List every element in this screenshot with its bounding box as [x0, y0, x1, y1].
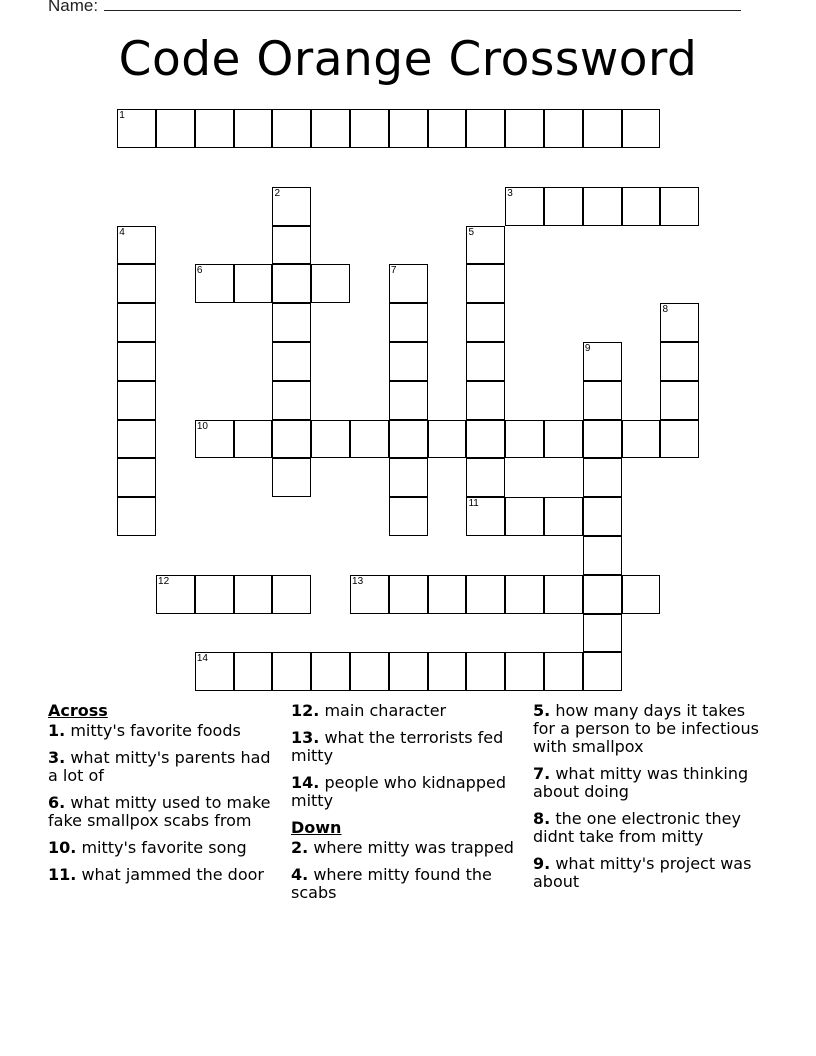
- grid-cell[interactable]: [583, 458, 622, 497]
- clue-number: 1: [119, 110, 125, 122]
- clues-column-3: [533, 702, 765, 900]
- clue-item: [533, 765, 765, 801]
- clue-number: 5: [468, 226, 474, 238]
- grid-cell[interactable]: [544, 575, 583, 614]
- clue-item-text: main character: [324, 701, 447, 720]
- grid-cell[interactable]: [350, 652, 389, 691]
- clue-item: [48, 749, 280, 785]
- grid-cell[interactable]: [466, 109, 505, 148]
- grid-cell[interactable]: [272, 109, 311, 148]
- grid-cell[interactable]: [389, 458, 428, 497]
- clue-item: [291, 839, 523, 857]
- clue-item: [48, 722, 280, 740]
- grid-cell[interactable]: [272, 381, 311, 420]
- clue-item-text: people who kidnapped mitty: [291, 773, 506, 810]
- clue-item-number: 7.: [533, 764, 551, 783]
- grid-cell[interactable]: [428, 575, 467, 614]
- clue-item-text: where mitty found the scabs: [291, 865, 492, 902]
- grid-cell[interactable]: [466, 575, 505, 614]
- grid-cell[interactable]: [389, 652, 428, 691]
- grid-cell[interactable]: [195, 652, 234, 691]
- grid-cell[interactable]: [428, 652, 467, 691]
- grid-cell[interactable]: [505, 109, 544, 148]
- grid-cell[interactable]: [505, 420, 544, 459]
- grid-cell[interactable]: [428, 420, 467, 459]
- grid-cell[interactable]: [660, 420, 699, 459]
- grid-cell[interactable]: [311, 109, 350, 148]
- grid-cell[interactable]: [389, 420, 428, 459]
- clue-item: [533, 702, 765, 756]
- clue-item: [291, 729, 523, 765]
- clue-number: 14: [196, 653, 208, 665]
- grid-cell[interactable]: [272, 342, 311, 381]
- grid-cell[interactable]: [389, 303, 428, 342]
- across-heading: Across: [48, 701, 108, 720]
- clue-item-text: what the terrorists fed mitty: [291, 728, 504, 765]
- clue-number: 4: [119, 226, 125, 238]
- clue-number: 6: [196, 265, 203, 277]
- grid-cell[interactable]: [234, 420, 273, 459]
- grid-cell[interactable]: [544, 187, 583, 226]
- grid-cell[interactable]: [311, 420, 350, 459]
- clue-item-number: 14.: [291, 773, 320, 792]
- clue-item-number: 6.: [48, 793, 66, 812]
- clue-item: [291, 702, 523, 720]
- clue-number: 10: [196, 420, 208, 432]
- grid-cell[interactable]: [156, 109, 195, 148]
- clue-item: [533, 855, 765, 891]
- clue-item-number: 9.: [533, 854, 551, 873]
- clue-item-number: 12.: [291, 701, 320, 720]
- clue-item-text: what mitty used to make fake smallpox scabs from: [48, 793, 271, 830]
- clue-item: [48, 839, 280, 857]
- grid-cell[interactable]: [660, 303, 699, 342]
- clue-item-text: what jammed the door: [81, 865, 264, 884]
- clue-number: 12: [158, 575, 170, 587]
- grid-cell[interactable]: [117, 109, 156, 148]
- clue-item-number: 13.: [291, 728, 320, 747]
- grid-cell[interactable]: [583, 381, 622, 420]
- grid-cell[interactable]: [389, 264, 428, 303]
- grid-cell[interactable]: [466, 264, 505, 303]
- clue-number: 11: [468, 498, 479, 510]
- grid-cell[interactable]: [389, 575, 428, 614]
- grid-cell[interactable]: [117, 264, 156, 303]
- grid-cell[interactable]: [117, 420, 156, 459]
- grid-cell[interactable]: [311, 652, 350, 691]
- grid-cell[interactable]: [117, 381, 156, 420]
- grid-cell[interactable]: [117, 342, 156, 381]
- grid-cell[interactable]: [117, 226, 156, 265]
- grid-cell[interactable]: [622, 109, 661, 148]
- grid-cell[interactable]: [583, 342, 622, 381]
- grid-cell[interactable]: [428, 109, 467, 148]
- grid-cell[interactable]: [622, 575, 661, 614]
- grid-cell[interactable]: [272, 303, 311, 342]
- clue-item-text: what mitty's parents had a lot of: [48, 748, 271, 785]
- grid-cell[interactable]: [466, 303, 505, 342]
- grid-cell[interactable]: [389, 497, 428, 536]
- grid-cell[interactable]: [195, 420, 234, 459]
- grid-cell[interactable]: [583, 614, 622, 653]
- clue-item-text: where mitty was trapped: [313, 838, 514, 857]
- name-label: Name:: [48, 0, 99, 15]
- grid-cell[interactable]: [389, 342, 428, 381]
- page-title: Code Orange Crossword: [118, 32, 698, 87]
- grid-cell[interactable]: [622, 187, 661, 226]
- grid-cell[interactable]: [622, 420, 661, 459]
- grid-cell[interactable]: [466, 497, 505, 536]
- grid-cell[interactable]: [311, 264, 350, 303]
- clue-item-text: what mitty was thinking about doing: [533, 764, 749, 801]
- grid-cell[interactable]: [117, 497, 156, 536]
- grid-cell[interactable]: [350, 420, 389, 459]
- grid-cell[interactable]: [195, 109, 234, 148]
- clue-item: [48, 866, 280, 884]
- clue-number: 3: [507, 187, 513, 199]
- grid-cell[interactable]: [583, 575, 622, 614]
- clue-number: 7: [390, 265, 397, 277]
- clue-item: [291, 774, 523, 810]
- grid-cell[interactable]: [272, 652, 311, 691]
- grid-cell[interactable]: [505, 575, 544, 614]
- grid-cell[interactable]: [583, 420, 622, 459]
- grid-cell[interactable]: [660, 342, 699, 381]
- grid-cell[interactable]: [350, 575, 389, 614]
- clue-item-text: the one electronic they didnt take from mitty: [533, 809, 741, 846]
- grid-cell[interactable]: [234, 652, 273, 691]
- grid-cell[interactable]: [389, 109, 428, 148]
- grid-cell[interactable]: [272, 226, 311, 265]
- down-heading: Down: [291, 818, 342, 837]
- grid-cell[interactable]: [466, 420, 505, 459]
- clue-item-number: 2.: [291, 838, 309, 857]
- grid-cell[interactable]: [660, 381, 699, 420]
- grid-cell[interactable]: [505, 497, 544, 536]
- clue-item-number: 4.: [291, 865, 309, 884]
- grid-cell[interactable]: [466, 226, 505, 265]
- grid-cell[interactable]: [272, 264, 311, 303]
- clue-number: 2: [274, 187, 280, 199]
- clue-number: 9: [584, 343, 591, 355]
- clues-column-1: [48, 702, 280, 893]
- grid-cell[interactable]: [117, 458, 156, 497]
- grid-cell[interactable]: [272, 458, 311, 497]
- clue-item: [48, 794, 280, 830]
- clue-item-number: 1.: [48, 721, 66, 740]
- grid-cell[interactable]: [466, 381, 505, 420]
- clue-item-text: mitty's favorite foods: [70, 721, 241, 740]
- grid-cell[interactable]: [156, 575, 195, 614]
- clue-number: 8: [662, 304, 668, 316]
- grid-cell[interactable]: [350, 109, 389, 148]
- grid-cell[interactable]: [272, 187, 311, 226]
- grid-cell[interactable]: [505, 652, 544, 691]
- grid-cell[interactable]: [583, 536, 622, 575]
- grid-cell[interactable]: [544, 497, 583, 536]
- grid-cell[interactable]: [272, 420, 311, 459]
- grid-cell[interactable]: [466, 652, 505, 691]
- clue-item: [533, 810, 765, 846]
- grid-cell[interactable]: [583, 652, 622, 691]
- clue-number: 13: [352, 575, 364, 587]
- grid-cell[interactable]: [544, 420, 583, 459]
- grid-cell[interactable]: [234, 264, 273, 303]
- clue-item-number: 10.: [48, 838, 77, 857]
- clue-item-number: 11.: [48, 865, 77, 884]
- grid-cell[interactable]: [389, 381, 428, 420]
- clue-item-number: 8.: [533, 809, 551, 828]
- grid-cell[interactable]: [466, 458, 505, 497]
- clues-column-2: [291, 702, 523, 911]
- clue-item-number: 5.: [533, 701, 551, 720]
- grid-cell[interactable]: [195, 575, 234, 614]
- grid-cell[interactable]: [117, 303, 156, 342]
- grid-cell[interactable]: [195, 264, 234, 303]
- grid-cell[interactable]: [234, 109, 273, 148]
- grid-cell[interactable]: [583, 497, 622, 536]
- grid-cell[interactable]: [660, 187, 699, 226]
- clue-item-number: 3.: [48, 748, 66, 767]
- grid-cell[interactable]: [583, 187, 622, 226]
- clue-item-text: how many days it takes for a person to be infectious with smallpox: [533, 701, 759, 756]
- clue-item: [291, 866, 523, 902]
- grid-cell[interactable]: [466, 342, 505, 381]
- clue-item-text: mitty's favorite song: [81, 838, 247, 857]
- grid-cell[interactable]: [505, 187, 544, 226]
- grid-cell[interactable]: [583, 109, 622, 148]
- grid-cell[interactable]: [544, 652, 583, 691]
- grid-cell[interactable]: [272, 575, 311, 614]
- grid-cell[interactable]: [544, 109, 583, 148]
- clue-item-text: what mitty's project was about: [533, 854, 752, 891]
- grid-cell[interactable]: [234, 575, 273, 614]
